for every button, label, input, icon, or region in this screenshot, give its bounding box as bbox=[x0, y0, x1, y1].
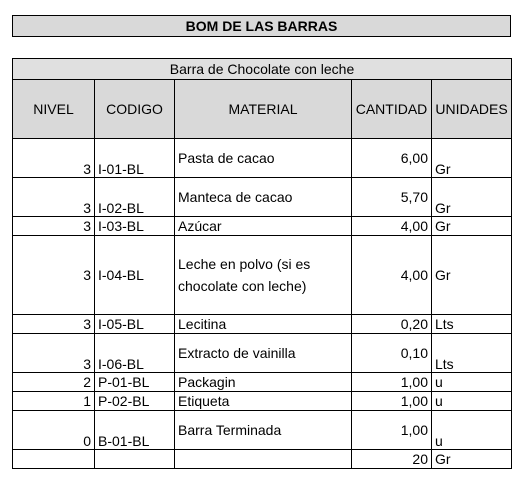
cell-nivel: 1 bbox=[13, 392, 95, 411]
cell-material: Lecitina bbox=[175, 315, 352, 334]
table-row bbox=[13, 373, 512, 392]
cell-material: Barra Terminada bbox=[175, 411, 352, 450]
cell-codigo: B-01-BL bbox=[95, 411, 175, 450]
cell-material: Leche en polvo (si es chocolate con leche) bbox=[175, 236, 352, 315]
cell-cantidad: 1,00 bbox=[352, 411, 432, 450]
total-unidades: Gr bbox=[432, 450, 512, 469]
table-row bbox=[13, 236, 512, 315]
cell-codigo: I-06-BL bbox=[95, 334, 175, 373]
cell-cantidad: 5,70 bbox=[352, 178, 432, 217]
cell-unidades: u bbox=[432, 411, 512, 450]
cell-material: Packagin bbox=[175, 373, 352, 392]
cell-codigo: I-03-BL bbox=[95, 217, 175, 236]
cell-cantidad: 1,00 bbox=[352, 373, 432, 392]
cell-unidades: Lts bbox=[432, 334, 512, 373]
cell-codigo: I-04-BL bbox=[95, 236, 175, 315]
cell-nivel: 3 bbox=[13, 217, 95, 236]
cell-unidades: Gr bbox=[432, 139, 512, 178]
table-row bbox=[13, 315, 512, 334]
header-row bbox=[13, 80, 512, 139]
cell-material: Pasta de cacao bbox=[175, 139, 352, 178]
cell-codigo: I-05-BL bbox=[95, 315, 175, 334]
cell-nivel: 2 bbox=[13, 373, 95, 392]
col-unidades: UNIDADES bbox=[432, 80, 512, 139]
table-row bbox=[13, 334, 512, 373]
cell-nivel: 3 bbox=[13, 334, 95, 373]
bom-table bbox=[12, 58, 512, 469]
cell-cantidad: 4,00 bbox=[352, 217, 432, 236]
cell-material: Etiqueta bbox=[175, 392, 352, 411]
cell-unidades: Lts bbox=[432, 315, 512, 334]
product-row bbox=[13, 59, 512, 80]
cell-cantidad: 0,20 bbox=[352, 315, 432, 334]
cell-cantidad: 4,00 bbox=[352, 236, 432, 315]
product-name: Barra de Chocolate con leche bbox=[13, 59, 512, 80]
cell-empty bbox=[175, 450, 352, 469]
cell-material: Azúcar bbox=[175, 217, 352, 236]
cell-cantidad: 0,10 bbox=[352, 334, 432, 373]
cell-nivel: 3 bbox=[13, 236, 95, 315]
cell-codigo: P-01-BL bbox=[95, 373, 175, 392]
sheet-title: BOM DE LAS BARRAS bbox=[12, 15, 511, 37]
total-row bbox=[13, 450, 512, 469]
table-row bbox=[13, 139, 512, 178]
cell-unidades: Gr bbox=[432, 178, 512, 217]
cell-nivel: 3 bbox=[13, 139, 95, 178]
table-row bbox=[13, 411, 512, 450]
cell-material: Manteca de cacao bbox=[175, 178, 352, 217]
cell-nivel: 3 bbox=[13, 315, 95, 334]
cell-codigo: I-02-BL bbox=[95, 178, 175, 217]
cell-cantidad: 6,00 bbox=[352, 139, 432, 178]
col-nivel: NIVEL bbox=[13, 80, 95, 139]
col-cantidad: CANTIDAD bbox=[352, 80, 432, 139]
cell-cantidad: 1,00 bbox=[352, 392, 432, 411]
cell-codigo: I-01-BL bbox=[95, 139, 175, 178]
cell-empty bbox=[13, 450, 95, 469]
cell-unidades: u bbox=[432, 373, 512, 392]
table-row bbox=[13, 392, 512, 411]
col-codigo: CODIGO bbox=[95, 80, 175, 139]
total-cantidad: 20 bbox=[352, 450, 432, 469]
col-material: MATERIAL bbox=[175, 80, 352, 139]
cell-material: Extracto de vainilla bbox=[175, 334, 352, 373]
cell-unidades: u bbox=[432, 392, 512, 411]
cell-codigo: P-02-BL bbox=[95, 392, 175, 411]
cell-unidades: Gr bbox=[432, 236, 512, 315]
cell-unidades: Gr bbox=[432, 217, 512, 236]
table-row bbox=[13, 217, 512, 236]
cell-empty bbox=[95, 450, 175, 469]
table-row bbox=[13, 178, 512, 217]
cell-nivel: 3 bbox=[13, 178, 95, 217]
cell-nivel: 0 bbox=[13, 411, 95, 450]
